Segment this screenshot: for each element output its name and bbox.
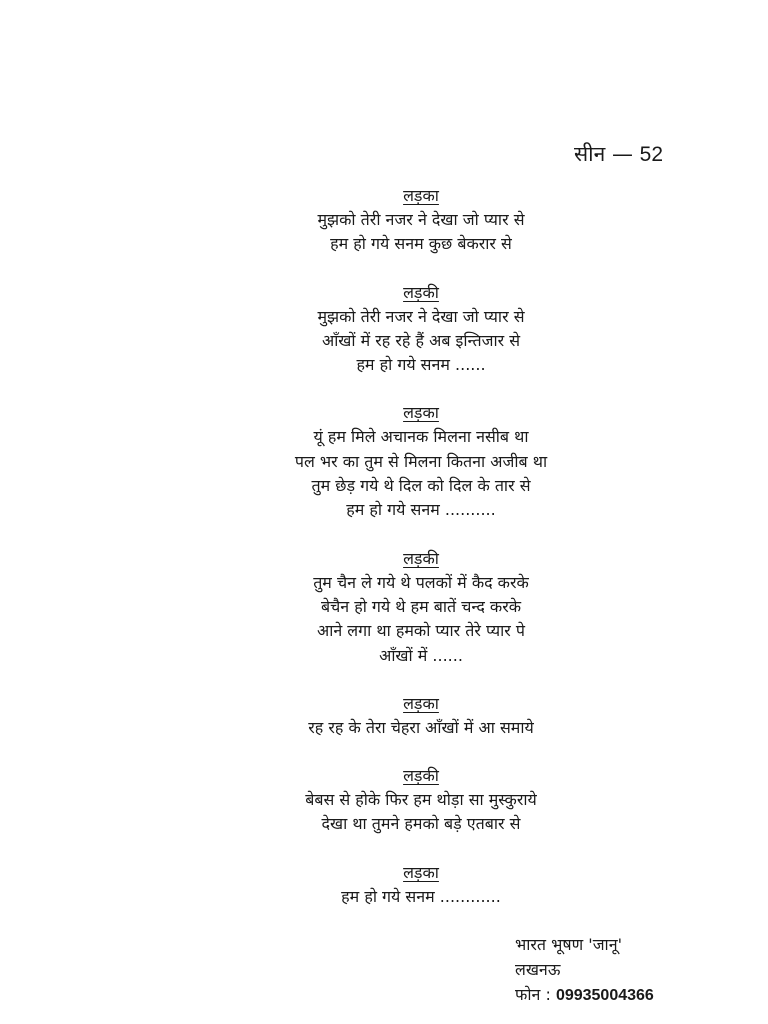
lyric-block: [0, 692, 768, 740]
lyric-line: मुझको तेरी नजर ने देखा जो प्यार से: [317, 210, 525, 229]
scene-label: सीन: [573, 142, 606, 166]
lyric-line: बेचैन हो गये थे हम बातें चन्द करके: [320, 596, 522, 616]
scene-dash: —: [611, 142, 633, 166]
speaker-label: लड़का: [403, 186, 439, 205]
lyric-line: आँखों में रह रहे हैं अब इन्तिजार से: [321, 330, 521, 350]
phone-label: फोन :: [515, 985, 551, 1004]
speaker-label: लड़की: [403, 766, 439, 786]
lyric-line: हम हो गये सनम ..........: [346, 500, 496, 520]
author-signature: [515, 932, 654, 1008]
lyric-block: [0, 861, 768, 909]
scene-heading: [574, 140, 663, 168]
author-phone: [515, 982, 654, 1008]
author-name: भारत भूषण 'जानू': [515, 935, 622, 954]
speaker-label: लड़का: [403, 693, 439, 713]
lyric-block: [0, 184, 768, 257]
lyric-line: यूं हम मिले अचानक मिलना नसीब था: [313, 427, 529, 447]
lyric-line: देखा था तुमने हमको बड़े एतबार से: [321, 814, 521, 834]
lyric-line: हम हो गये सनम ............: [341, 886, 501, 906]
lyric-line: हम हो गये सनम कुछ बेकरार से: [330, 234, 512, 254]
phone-number: 09935004366: [555, 987, 654, 1004]
lyric-line: रह रह के तेरा चेहरा आँखों में आ समाये: [308, 717, 534, 737]
lyric-line: बेबस से होके फिर हम थोड़ा सा मुस्कुराये: [305, 790, 537, 810]
lyric-line: आने लगा था हमको प्यार तेरे प्यार पे: [316, 621, 526, 641]
song-lyrics: [0, 184, 768, 933]
lyric-block: [0, 547, 768, 668]
speaker-label: लड़की: [403, 282, 439, 302]
author-city: लखनऊ: [515, 960, 561, 979]
lyric-line: तुम चैन ले गये थे पलकों में कैद करके: [313, 572, 529, 592]
speaker-label: लड़का: [403, 862, 439, 882]
lyric-line: आँखों में ......: [379, 645, 463, 665]
lyric-block: [0, 401, 768, 522]
lyric-line: पल भर का तुम से मिलना कितना अजीब था: [294, 451, 548, 471]
lyric-line: मुझको तेरी नजर ने देखा जो प्यार से: [317, 306, 525, 326]
speaker-label: लड़की: [403, 548, 439, 568]
lyric-block: [0, 764, 768, 837]
lyric-block: [0, 281, 768, 378]
lyric-line: हम हो गये सनम ......: [356, 355, 486, 375]
lyric-line: तुम छेड़ गये थे दिल को दिल के तार से: [311, 476, 531, 496]
speaker-label: लड़का: [403, 403, 439, 423]
scene-number: 52: [639, 143, 663, 166]
